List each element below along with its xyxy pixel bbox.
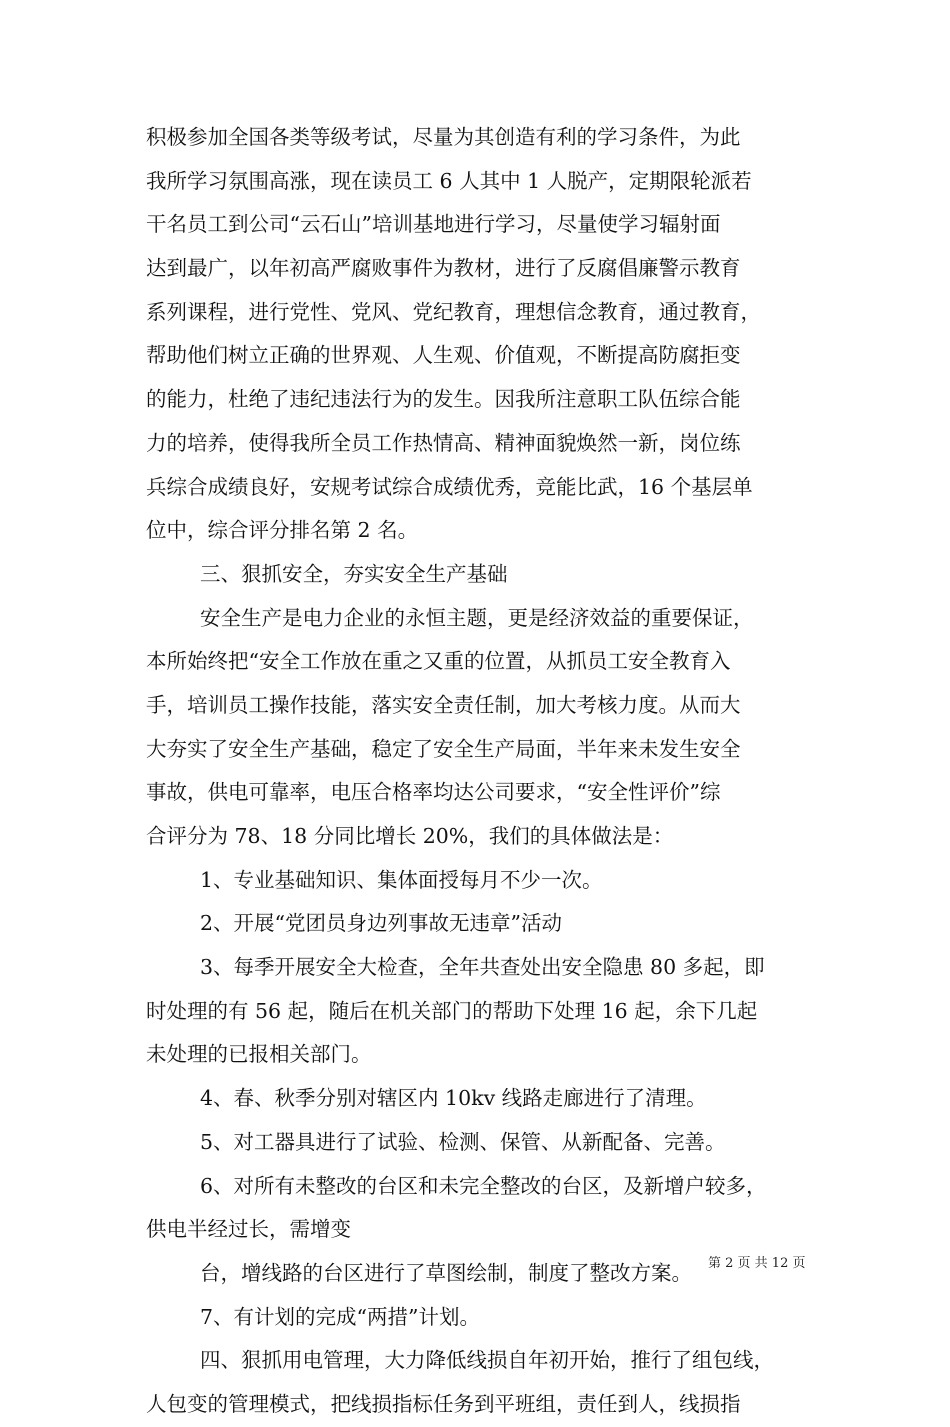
section-heading: 四、狠抓用电管理，大力降低线损自年初开始，推行了组包线， <box>200 1348 774 1373</box>
text-line: 未处理的已报相关部门。 <box>146 1042 372 1067</box>
list-item: 2、开展“党团员身边列事故无违章”活动 <box>200 911 563 936</box>
text-line: 人包变的管理模式，把线损指标任务到平班组，责任到人，线损指 <box>146 1391 741 1416</box>
list-item: 7、有计划的完成“两措”计划。 <box>200 1304 481 1329</box>
text-line: 干名员工到公司“云石山”培训基地进行学习，尽量使学习辐射面 <box>146 212 721 237</box>
text-line: 位中，综合评分排名第 2 名。 <box>146 518 419 543</box>
list-item: 6、对所有未整改的台区和未完全整改的台区，及新增户较多， <box>200 1173 767 1198</box>
text-line: 供电半经过长，需增变 <box>146 1217 351 1242</box>
text-line: 台，增线路的台区进行了草图绘制，制度了整改方案。 <box>200 1260 692 1285</box>
text-line: 手，培训员工操作技能，落实安全责任制，加大考核力度。从而大 <box>146 692 741 717</box>
list-item: 1、专业基础知识、集体面授每月不少一次。 <box>200 867 603 892</box>
text-line: 大夯实了安全生产基础，稳定了安全生产局面，半年来未发生安全 <box>146 736 741 761</box>
text-line: 本所始终把“安全工作放在重之又重的位置，从抓员工安全教育入 <box>146 649 731 674</box>
text-line: 帮助他们树立正确的世界观、人生观、价值观，不断提高防腐拒变 <box>146 343 741 368</box>
text-line: 事故，供电可靠率，电压合格率均达公司要求，“安全性评价”综 <box>146 780 721 805</box>
text-line: 安全生产是电力企业的永恒主题，更是经济效益的重要保证， <box>200 605 754 630</box>
list-item: 3、每季开展安全大检查，全年共查处出安全隐患 80 多起，即 <box>200 955 765 980</box>
list-item: 5、对工器具进行了试验、检测、保管、从新配备、完善。 <box>200 1129 726 1154</box>
text-line: 力的培养，使得我所全员工作热情高、精神面貌焕然一新，岗位练 <box>146 430 741 455</box>
text-line: 的能力，杜绝了违纪违法行为的发生。因我所注意职工队伍综合能 <box>146 387 741 412</box>
text-line: 我所学习氛围高涨，现在读员工 6 人其中 1 人脱产，定期限轮派若 <box>146 168 752 193</box>
section-heading: 三、狠抓安全，夯实安全生产基础 <box>200 561 508 586</box>
text-line: 系列课程，进行党性、党风、党纪教育，理想信念教育，通过教育， <box>146 299 761 324</box>
text-line: 时处理的有 56 起，随后在机关部门的帮助下处理 16 起，余下几起 <box>146 998 758 1023</box>
text-line: 达到最广，以年初高严腐败事件为教材，进行了反腐倡廉警示教育 <box>146 256 741 281</box>
page-number: 第 2 页 共 12 页 <box>708 1256 806 1271</box>
list-item: 4、春、秋季分别对辖区内 10kv 线路走廊进行了清理。 <box>200 1086 707 1111</box>
text-line: 合评分为 78、18 分同比增长 20%，我们的具体做法是： <box>146 824 674 848</box>
document-body <box>146 116 826 1427</box>
text-line: 兵综合成绩良好，安规考试综合成绩优秀，竞能比武，16 个基层单 <box>146 474 753 499</box>
text-line: 积极参加全国各类等级考试，尽量为其创造有利的学习条件，为此 <box>146 125 741 149</box>
